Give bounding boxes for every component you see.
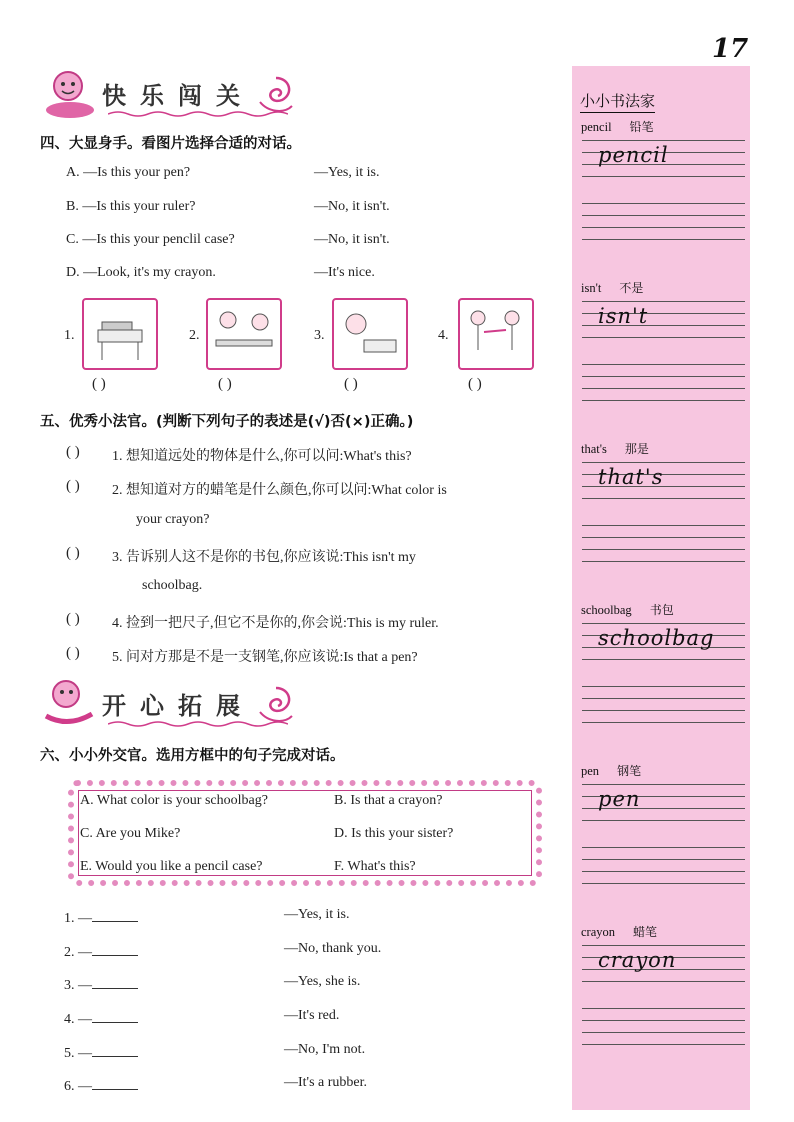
word-en: crayon xyxy=(581,925,616,939)
picture-2-label: 2. xyxy=(189,328,200,343)
picture-3-label: 3. xyxy=(314,328,325,343)
script-sample-crayon: crayon xyxy=(598,948,677,972)
word-en: pencil xyxy=(581,120,612,134)
banner-title: 开心拓展 xyxy=(102,692,254,720)
box-option-e: E. Would you like a pencil case? xyxy=(80,859,263,874)
option-b-question: B. —Is this your ruler? xyxy=(66,199,196,214)
cartoon-kid-icon xyxy=(38,676,100,732)
dialog-5 xyxy=(64,1042,138,1062)
dialog-blank[interactable] xyxy=(92,1008,138,1023)
judge-item-5: 5. 问对方那是不是一支钢笔,你应该说:Is that a pen? xyxy=(112,650,418,665)
answer-paren-3[interactable]: ( ) xyxy=(344,376,358,392)
picture-1-image xyxy=(82,298,158,370)
word-cn: 不是 xyxy=(619,281,644,295)
picture-4-image xyxy=(458,298,534,370)
word-cn: 那是 xyxy=(624,442,649,456)
dialog-4-answer: —It's red. xyxy=(284,1008,340,1023)
sidebar-title: 小小书法家 xyxy=(580,90,655,113)
section-6-title: 六、小小外交官。选用方框中的句子完成对话。 xyxy=(40,748,345,764)
dialog-1 xyxy=(64,907,138,927)
option-c-answer: —No, it isn't. xyxy=(314,232,390,247)
judge-item-3-cont: schoolbag. xyxy=(142,578,203,593)
banner-title: 快乐闯关 xyxy=(102,82,254,110)
dialog-4 xyxy=(64,1008,138,1028)
swirl-ornament-icon xyxy=(254,72,298,116)
dialog-1-answer: —Yes, it is. xyxy=(284,907,350,922)
children-sharing-image xyxy=(460,300,532,368)
word-cn: 铅笔 xyxy=(629,120,654,134)
box-option-d: D. Is this your sister? xyxy=(334,826,454,841)
page-number: 17 xyxy=(712,34,749,64)
script-sample-isnt: isn't xyxy=(598,304,649,328)
cartoon-kid-icon xyxy=(38,66,100,122)
option-d-question: D. —Look, it's my crayon. xyxy=(66,265,216,280)
word-en: that's xyxy=(581,442,607,456)
word-cn: 钢笔 xyxy=(617,764,642,778)
judge-paren-5[interactable]: ( ) xyxy=(66,645,80,661)
judge-paren-1[interactable]: ( ) xyxy=(66,444,80,460)
word-cn: 书包 xyxy=(649,603,674,617)
script-sample-thats: that's xyxy=(598,465,664,489)
banner-happy-extension xyxy=(38,676,298,738)
dialog-2 xyxy=(64,941,138,961)
dialog-blank[interactable] xyxy=(92,941,138,956)
banner-happy-challenge xyxy=(38,66,298,128)
dialog-number: 2. — xyxy=(64,945,92,960)
option-c-question: C. —Is this your penclil case? xyxy=(66,232,235,247)
judge-item-2-cont: your crayon? xyxy=(136,512,210,527)
answer-paren-2[interactable]: ( ) xyxy=(218,376,232,392)
word-en: isn't xyxy=(581,281,602,295)
script-sample-pen: pen xyxy=(598,787,641,811)
answer-paren-4[interactable]: ( ) xyxy=(468,376,482,392)
box-option-b: B. Is that a crayon? xyxy=(334,793,443,808)
word-label-crayon xyxy=(581,923,657,940)
dialog-number: 5. — xyxy=(64,1046,92,1061)
word-label-isnt xyxy=(581,279,643,296)
script-sample-pencil: pencil xyxy=(598,143,669,167)
word-label-pen xyxy=(581,762,641,779)
section-5-title: 五、优秀小法官。(判断下列句子的表述是(√)否(×)正确。) xyxy=(40,414,414,430)
dialog-blank[interactable] xyxy=(92,1042,138,1057)
option-b-answer: —No, it isn't. xyxy=(314,199,390,214)
option-a-answer: —Yes, it is. xyxy=(314,165,380,180)
script-sample-schoolbag: schoolbag xyxy=(598,626,715,650)
dialog-blank[interactable] xyxy=(92,1075,138,1090)
dialog-3-answer: —Yes, she is. xyxy=(284,974,361,989)
option-a-question: A. —Is this your pen? xyxy=(66,165,191,180)
picture-1-label: 1. xyxy=(64,328,75,343)
word-en: pen xyxy=(581,764,600,778)
answer-paren-1[interactable]: ( ) xyxy=(92,376,106,392)
word-label-thats xyxy=(581,440,649,457)
dialog-2-answer: —No, thank you. xyxy=(284,941,382,956)
dialog-5-answer: —No, I'm not. xyxy=(284,1042,366,1057)
girl-with-case-image xyxy=(334,300,406,368)
judge-item-2: 2. 想知道对方的蜡笔是什么颜色,你可以问:What color is xyxy=(112,483,447,498)
judge-paren-2[interactable]: ( ) xyxy=(66,478,80,494)
judge-paren-4[interactable]: ( ) xyxy=(66,611,80,627)
swirl-ornament-icon xyxy=(254,682,298,726)
dialog-number: 1. — xyxy=(64,911,92,926)
dialog-blank[interactable] xyxy=(92,907,138,922)
picture-4-label: 4. xyxy=(438,328,449,343)
picture-3-image xyxy=(332,298,408,370)
option-d-answer: —It's nice. xyxy=(314,265,375,280)
dialog-number: 4. — xyxy=(64,1012,92,1027)
box-option-f: F. What's this? xyxy=(334,859,416,874)
word-cn: 蜡笔 xyxy=(633,925,658,939)
dialog-number: 6. — xyxy=(64,1079,92,1094)
dialog-3 xyxy=(64,974,138,994)
desk-scene-image xyxy=(84,300,156,368)
dialog-6-answer: —It's a rubber. xyxy=(284,1075,368,1090)
two-children-image xyxy=(208,300,280,368)
judge-item-4: 4. 捡到一把尺子,但它不是你的,你会说:This is my ruler. xyxy=(112,616,439,631)
box-option-c: C. Are you Mike? xyxy=(80,826,181,841)
word-label-schoolbag xyxy=(581,601,674,618)
judge-item-1: 1. 想知道远处的物体是什么,你可以问:What's this? xyxy=(112,449,412,464)
box-option-a: A. What color is your schoolbag? xyxy=(80,793,268,808)
dialog-blank[interactable] xyxy=(92,974,138,989)
word-en: schoolbag xyxy=(581,603,632,617)
picture-2-image xyxy=(206,298,282,370)
section-4-title: 四、大显身手。看图片选择合适的对话。 xyxy=(40,136,301,152)
word-label-pencil xyxy=(581,118,654,135)
dialog-number: 3. — xyxy=(64,978,92,993)
judge-item-3: 3. 告诉别人这不是你的书包,你应该说:This isn't my xyxy=(112,550,416,565)
dialog-6 xyxy=(64,1075,138,1095)
judge-paren-3[interactable]: ( ) xyxy=(66,545,80,561)
